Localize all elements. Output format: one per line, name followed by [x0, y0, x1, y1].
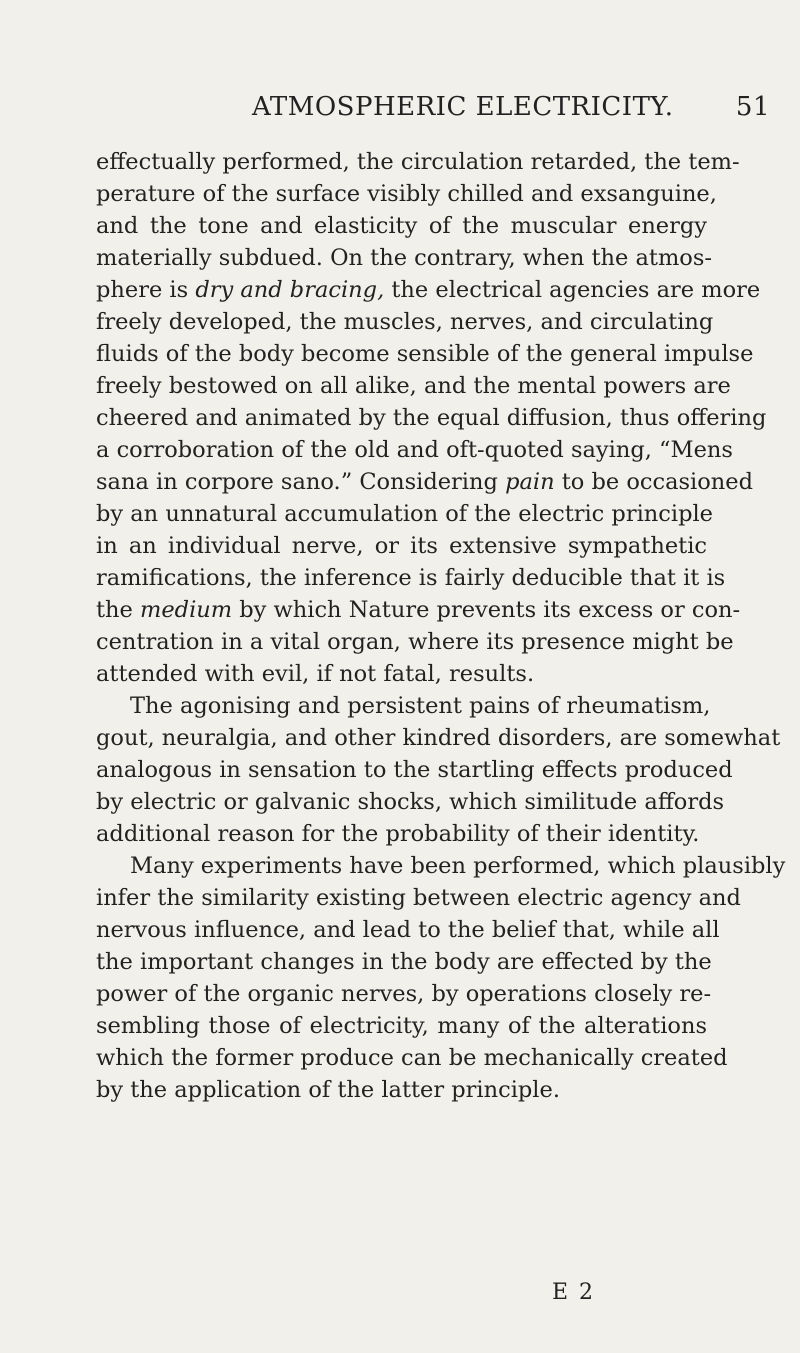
italic-text: medium — [140, 597, 233, 623]
text-line: the important changes in the body are effected by the — [96, 949, 712, 975]
text-line: nervous influence, and lead to the belief that, while all — [96, 917, 720, 943]
text-line: centration in a vital organ, where its presence might be — [96, 629, 734, 655]
text-line — [96, 274, 761, 306]
paragraph — [96, 850, 786, 1106]
paragraph — [96, 146, 767, 690]
text-line: freely developed, the muscles, nerves, and circulating — [96, 309, 714, 335]
text-line: The agonising and persistent pains of rheumatism, — [130, 693, 711, 719]
text-run: the electrical agencies are more — [384, 277, 761, 303]
text-line: freely bestowed on all alike, and the mental powers are — [96, 373, 731, 399]
text-line: a corroboration of the old and oft-quoted saying, “Mens — [96, 437, 733, 463]
running-title: ATMOSPHERIC ELECTRICITY. — [252, 92, 674, 122]
text-line: effectually performed, the circulation retarded, the tem- — [96, 149, 740, 175]
body-text — [96, 146, 786, 1106]
text-line: analogous in sensation to the startling effects produced — [96, 757, 733, 783]
paragraph — [96, 690, 781, 850]
text-run: to be occasioned — [554, 469, 754, 495]
text-line: attended with evil, if not fatal, results. — [96, 661, 535, 687]
text-line: additional reason for the probability of their identity. — [96, 821, 700, 847]
signature-mark: E 2 — [552, 1280, 596, 1305]
text-run: by which Nature prevents its excess or con- — [232, 597, 741, 623]
text-run: sana in corpore sano.” Considering — [96, 469, 506, 495]
text-line: gout, neuralgia, and other kindred disorders, are somewhat — [96, 725, 781, 751]
text-line: by electric or galvanic shocks, which similitude affords — [96, 789, 725, 815]
text-line: and the tone and elasticity of the muscular energy — [96, 213, 707, 239]
text-line: cheered and animated by the equal diffusion, thus offering — [96, 405, 767, 431]
text-line: by the application of the latter principle. — [96, 1077, 560, 1103]
text-line: which the former produce can be mechanically created — [96, 1045, 728, 1071]
text-line: ramifications, the inference is fairly deducible that it is — [96, 565, 726, 591]
text-line: in an individual nerve, or its extensive sympathetic — [96, 533, 707, 559]
text-line: Many experiments have been performed, which plausibly — [130, 853, 786, 879]
text-line: perature of the surface visibly chilled and exsanguine, — [96, 181, 717, 207]
text-run: phere is — [96, 277, 196, 303]
text-run: the — [96, 597, 141, 623]
text-line — [96, 594, 741, 626]
page-number: 51 — [735, 92, 770, 122]
text-line — [96, 466, 754, 498]
text-line: by an unnatural accumulation of the electric principle — [96, 501, 713, 527]
italic-text: dry and bracing, — [195, 277, 385, 303]
text-line: sembling those of electricity, many of the alterations — [96, 1013, 707, 1039]
italic-text: pain — [505, 469, 555, 495]
text-line: fluids of the body become sensible of the general impulse — [96, 341, 754, 367]
text-line: materially subdued. On the contrary, when the atmos- — [96, 245, 713, 271]
text-line: power of the organic nerves, by operations closely re- — [96, 981, 712, 1007]
text-line: infer the similarity existing between electric agency and — [96, 885, 741, 911]
